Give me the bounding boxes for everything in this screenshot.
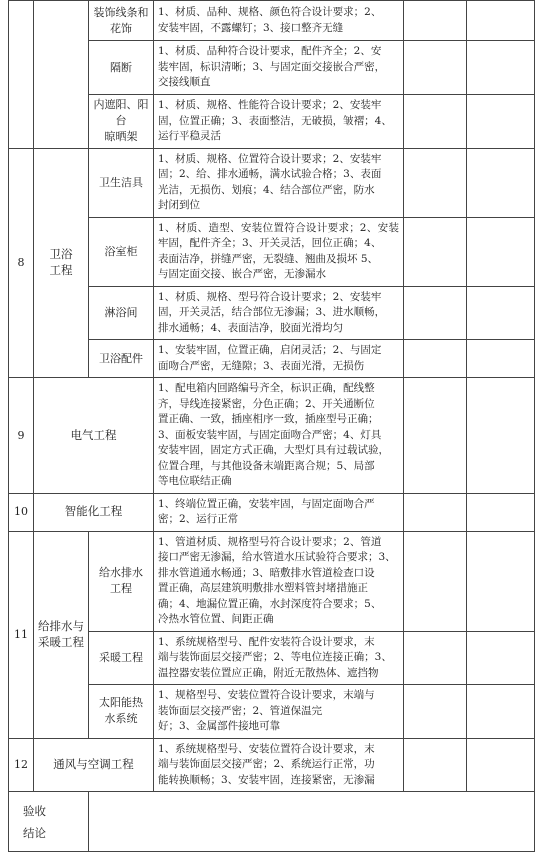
remark-cell: [467, 378, 535, 494]
item-number-cell: 9: [9, 378, 34, 494]
result-cell: [404, 41, 467, 95]
requirement-cell: 1、配电箱内回路编号齐全，标识正确，配线整 齐，导线连接紧密，分色正确；2、开关通断位 置正确、一致，插座相序一致，插座型号正确； 3、面板安装牢固，与固定面吻合严密；4、灯具 安装牢固，固定方式正确，大型灯具有过载试验， 位置合理，与其他设备末端距离合规；5、局部 等电位联结正确: [154, 378, 404, 494]
result-cell: [404, 340, 467, 378]
item-number-cell: 8: [9, 148, 34, 378]
category-cell: 通风与空调工程: [34, 738, 154, 792]
remark-cell: [467, 217, 535, 286]
table-row: [9, 531, 535, 631]
requirement-cell: 1、管道材质、规格型号符合设计要求；2、管道 接口严密无渗漏，给水管道水压试验符合要求；3、 排水管道通水畅通；3、暗敷排水管道检查口设 置正确，高层建筑明敷排水塑料管封堵措施正 确；4、地漏位置正确，水封深度符合要求；5、 冷热水管位置、间距正确: [154, 531, 404, 631]
category-cell: 给排水与 采暖工程: [34, 531, 89, 738]
remark-cell: [467, 286, 535, 340]
result-cell: [404, 738, 467, 792]
subitem-cell: 太阳能热 水系统: [89, 685, 154, 739]
requirement-cell: 1、安装牢固，位置正确，启闭灵活；2、与固定 面吻合严密，无缝隙；3、表面光滑，无损伤: [154, 340, 404, 378]
subitem-cell: 给水排水 工程: [89, 531, 154, 631]
category-cell: 智能化工程: [34, 493, 154, 531]
subitem-cell: 淋浴间: [89, 286, 154, 340]
table-row: [9, 738, 535, 792]
item-number-cell: 12: [9, 738, 34, 792]
remark-cell: [467, 148, 535, 217]
requirement-cell: 1、系统规格型号、安装位置符合设计要求，末 端与装饰面层交接严密；2、系统运行正常，功 能转换顺畅；3、安装牢固，连接紧密，无渗漏: [154, 738, 404, 792]
remark-cell: [467, 340, 535, 378]
requirement-cell: 1、材质、规格、型号符合设计要求；2、安装牢 固，开关灵活，结合部位无渗漏；3、进水顺畅， 排水通畅；4、表面洁净，胶面光滑均匀: [154, 286, 404, 340]
table-row: [9, 148, 535, 217]
conclusion-field[interactable]: [89, 792, 535, 852]
remark-cell: [467, 493, 535, 531]
result-cell: [404, 286, 467, 340]
requirement-cell: 1、系统规格型号、配件安装符合设计要求，末 端与装饰面层交接严密；2、等电位连接正确；3、 温控器安装位置应正确，附近无散热体、遮挡物: [154, 631, 404, 685]
result-cell: [404, 217, 467, 286]
requirement-cell: 1、材质、造型、安装位置符合设计要求；2、安装牢固，配件齐全；3、开关灵活，回位正确；4、 表面洁净，拼缝严密，无裂缝、翘曲及损坏 5、 与固定面交接、嵌合严密，无渗漏水: [154, 217, 404, 286]
acceptance-table: [8, 0, 535, 852]
remark-cell: [467, 41, 535, 95]
remark-cell: [467, 631, 535, 685]
requirement-cell: 1、材质、规格、性能符合设计要求；2、安装牢 固，位置正确；3、表面整洁，无破损，皱褶；4、 运行平稳灵活: [154, 95, 404, 149]
remark-cell: [467, 531, 535, 631]
result-cell: [404, 378, 467, 494]
category-cell: [34, 1, 89, 149]
result-cell: [404, 631, 467, 685]
item-number-cell: 10: [9, 493, 34, 531]
subitem-cell: 采暖工程: [89, 631, 154, 685]
remark-cell: [467, 1, 535, 41]
subitem-cell: 卫生洁具: [89, 148, 154, 217]
subitem-cell: 装饰线条和 花饰: [89, 1, 154, 41]
subitem-cell: 卫浴配件: [89, 340, 154, 378]
item-number-cell: 11: [9, 531, 34, 738]
result-cell: [404, 148, 467, 217]
requirement-cell: 1、材质、品种符合设计要求，配件齐全；2、安 装牢固，标识清晰；3、与固定面交接嵌合严密， 交接线顺直: [154, 41, 404, 95]
item-number-cell: [9, 1, 34, 149]
requirement-cell: 1、终端位置正确，安装牢固，与固定面吻合严 密；2、运行正常: [154, 493, 404, 531]
category-cell: 电气工程: [34, 378, 154, 494]
remark-cell: [467, 738, 535, 792]
table-row: [9, 378, 535, 494]
result-cell: [404, 685, 467, 739]
conclusion-label: 验收 结论: [9, 792, 89, 852]
table-row: [9, 1, 535, 41]
conclusion-row: [9, 792, 535, 852]
subitem-cell: 隔断: [89, 41, 154, 95]
result-cell: [404, 1, 467, 41]
result-cell: [404, 95, 467, 149]
table-row: [9, 493, 535, 531]
requirement-cell: 1、材质、品种、规格、颜色符合设计要求；2、 安装牢固，不露螺钉；3、接口整齐无缝: [154, 1, 404, 41]
subitem-cell: 浴室柜: [89, 217, 154, 286]
remark-cell: [467, 95, 535, 149]
remark-cell: [467, 685, 535, 739]
category-cell: 卫浴 工程: [34, 148, 89, 378]
result-cell: [404, 531, 467, 631]
requirement-cell: 1、规格型号、安装位置符合设计要求，末端与 装饰面层交接严密；2、管道保温完 好；3、金属部件接地可靠: [154, 685, 404, 739]
subitem-cell: 内遮阳、阳台 晾晒架: [89, 95, 154, 149]
requirement-cell: 1、材质、规格、位置符合设计要求；2、安装牢 固；2、给、排水通畅，满水试验合格；3、表面 光洁，无损伤、划痕；4、结合部位严密，防水 封闭到位: [154, 148, 404, 217]
result-cell: [404, 493, 467, 531]
